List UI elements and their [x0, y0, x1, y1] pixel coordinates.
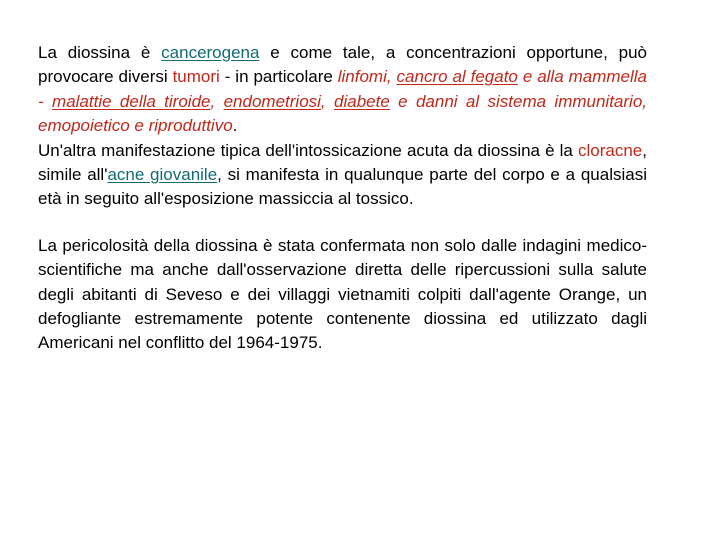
link-cancerogena[interactable]: cancerogena: [161, 43, 260, 62]
text-intro: La diossina è: [38, 43, 162, 62]
text-mammella: e alla mammella -: [38, 67, 647, 111]
text-comma-1: ,: [210, 91, 216, 111]
link-cancro-al-fegato[interactable]: cancro al fegato: [396, 67, 518, 87]
text-cloracne-intro: Un'altra manifestazione tipica dell'intossicazione acuta da diossina è la: [38, 140, 578, 160]
text-linfomi: linfomi,: [337, 67, 392, 87]
document-body: [38, 41, 647, 356]
link-diabete[interactable]: diabete: [334, 91, 390, 111]
link-acne-giovanile[interactable]: acne giovanile: [107, 165, 218, 185]
link-endometriosi[interactable]: endometriosi: [223, 91, 321, 111]
text-comma-2: ,: [320, 91, 335, 111]
text-sistema-immunitario: e danni al sistema immunitario,: [389, 91, 648, 111]
text-cloracne: cloracne: [578, 140, 643, 160]
paragraph-dioxin-health-effects: [38, 41, 647, 212]
link-malattie-della-tiroide[interactable]: malattie della tiroide: [52, 91, 211, 111]
text-simile: , simile all': [38, 140, 647, 185]
paragraph-dioxin-evidence: La pericolosità della diossina è stata confermata non solo dalle indagini medico-scientifiche ma anche dall'osservazione diretta delle ripercussioni sulla salute degli abitanti di Seveso e dei villaggi vietnamiti colpiti dall'agente Orange, un defogliante estremamente potente contenente diossina ed utilizzato dagli Americani nel conflitto del 1964-1975.: [38, 235, 647, 353]
text-concentrations: e come tale, a concentrazioni opportune, può provocare diversi: [38, 43, 647, 87]
text-in-particolare: - in particolare: [219, 67, 338, 87]
text-tumori: tumori: [172, 67, 220, 87]
text-period: .: [232, 116, 238, 136]
text-emopoietico: emopoietico e riproduttivo: [38, 116, 233, 136]
text-cloracne-end: , si manifesta in qualunque parte del corpo e a qualsiasi età in seguito all'esposizione massiccia al tossico.: [38, 165, 647, 209]
